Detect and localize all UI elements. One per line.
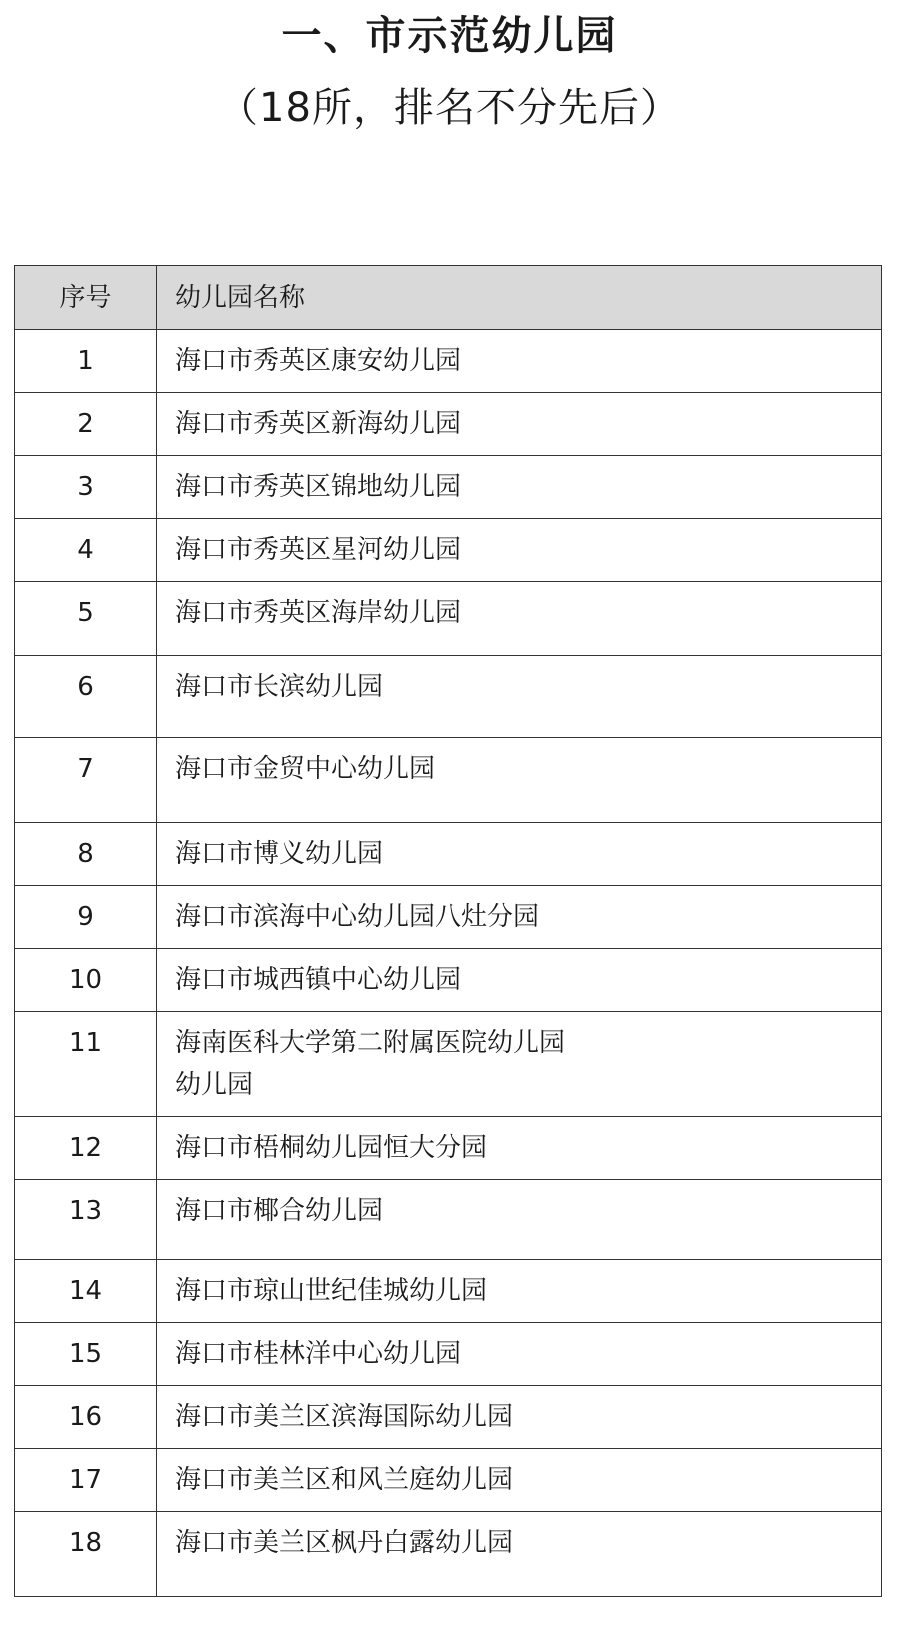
row-kindergarten-name (157, 1386, 882, 1449)
table-row (15, 1012, 882, 1117)
kindergarten-name-text: 海南医科大学第二附属医院幼儿园 (175, 1028, 566, 1058)
row-index: 13 (15, 1180, 157, 1260)
kindergarten-name-continuation: 幼儿园 (175, 1070, 254, 1100)
row-kindergarten-name (157, 1323, 882, 1386)
kindergarten-name-text: 海口市美兰区滨海国际幼儿园 (175, 1402, 514, 1432)
kindergarten-table (14, 265, 882, 1597)
kindergarten-name-text: 海口市秀英区锦地幼儿园 (175, 472, 462, 502)
row-kindergarten-name (157, 330, 882, 393)
row-index: 3 (15, 456, 157, 519)
row-kindergarten-name (157, 456, 882, 519)
row-index: 4 (15, 519, 157, 582)
table-row (15, 519, 882, 582)
table-row (15, 1386, 882, 1449)
row-kindergarten-name (157, 1512, 882, 1597)
table-row (15, 1323, 882, 1386)
row-kindergarten-name (157, 738, 882, 823)
row-index: 14 (15, 1260, 157, 1323)
row-kindergarten-name (157, 393, 882, 456)
table-row (15, 886, 882, 949)
kindergarten-name-text: 海口市秀英区海岸幼儿园 (175, 598, 462, 628)
column-header-name: 幼儿园名称 (157, 266, 882, 330)
table-header-row (15, 266, 882, 330)
kindergarten-name-text: 海口市滨海中心幼儿园八灶分园 (175, 902, 540, 932)
kindergarten-name-text: 海口市秀英区康安幼儿园 (175, 346, 462, 376)
row-kindergarten-name (157, 949, 882, 1012)
kindergarten-name-text: 海口市秀英区新海幼儿园 (175, 409, 462, 439)
row-kindergarten-name (157, 1117, 882, 1180)
document-subtitle: （18所，排名不分先后） (218, 85, 681, 131)
row-kindergarten-name (157, 1180, 882, 1260)
table-row (15, 949, 882, 1012)
row-index: 17 (15, 1449, 157, 1512)
row-index: 6 (15, 656, 157, 738)
kindergarten-name-text: 海口市城西镇中心幼儿园 (175, 965, 462, 995)
table-row (15, 393, 882, 456)
row-index: 2 (15, 393, 157, 456)
table-row (15, 823, 882, 886)
kindergarten-name-text: 海口市桂林洋中心幼儿园 (175, 1339, 462, 1369)
table-row (15, 656, 882, 738)
column-header-index: 序号 (15, 266, 157, 330)
table-row (15, 1117, 882, 1180)
row-index: 10 (15, 949, 157, 1012)
table-row (15, 582, 882, 656)
kindergarten-name-text: 海口市长滨幼儿园 (175, 672, 384, 702)
row-kindergarten-name (157, 1449, 882, 1512)
row-index: 12 (15, 1117, 157, 1180)
table-row (15, 330, 882, 393)
kindergarten-name-text: 海口市琼山世纪佳城幼儿园 (175, 1276, 488, 1306)
kindergarten-name-text: 海口市美兰区枫丹白露幼儿园 (175, 1528, 514, 1558)
row-index: 7 (15, 738, 157, 823)
row-kindergarten-name (157, 823, 882, 886)
kindergarten-name-text: 海口市美兰区和风兰庭幼儿园 (175, 1465, 514, 1495)
row-kindergarten-name (157, 519, 882, 582)
row-index: 15 (15, 1323, 157, 1386)
row-index: 18 (15, 1512, 157, 1597)
row-index: 11 (15, 1012, 157, 1117)
kindergarten-name-text: 海口市金贸中心幼儿园 (175, 754, 436, 784)
table-row (15, 738, 882, 823)
row-kindergarten-name (157, 886, 882, 949)
row-kindergarten-name (157, 1260, 882, 1323)
kindergarten-name-text: 海口市梧桐幼儿园恒大分园 (175, 1133, 488, 1163)
table-row (15, 1512, 882, 1597)
row-index: 8 (15, 823, 157, 886)
kindergarten-name-text: 海口市椰合幼儿园 (175, 1196, 384, 1226)
row-kindergarten-name (157, 582, 882, 656)
table-row (15, 456, 882, 519)
row-index: 9 (15, 886, 157, 949)
row-index: 1 (15, 330, 157, 393)
table-row (15, 1449, 882, 1512)
row-index: 16 (15, 1386, 157, 1449)
kindergarten-name-text: 海口市秀英区星河幼儿园 (175, 535, 462, 565)
table-row (15, 1260, 882, 1323)
kindergarten-name-text: 海口市博义幼儿园 (175, 839, 384, 869)
document-title: 一、市示范幼儿园 (281, 13, 618, 59)
table-body (15, 330, 882, 1597)
row-kindergarten-name (157, 1012, 882, 1117)
row-kindergarten-name (157, 656, 882, 738)
table-row (15, 1180, 882, 1260)
row-index: 5 (15, 582, 157, 656)
